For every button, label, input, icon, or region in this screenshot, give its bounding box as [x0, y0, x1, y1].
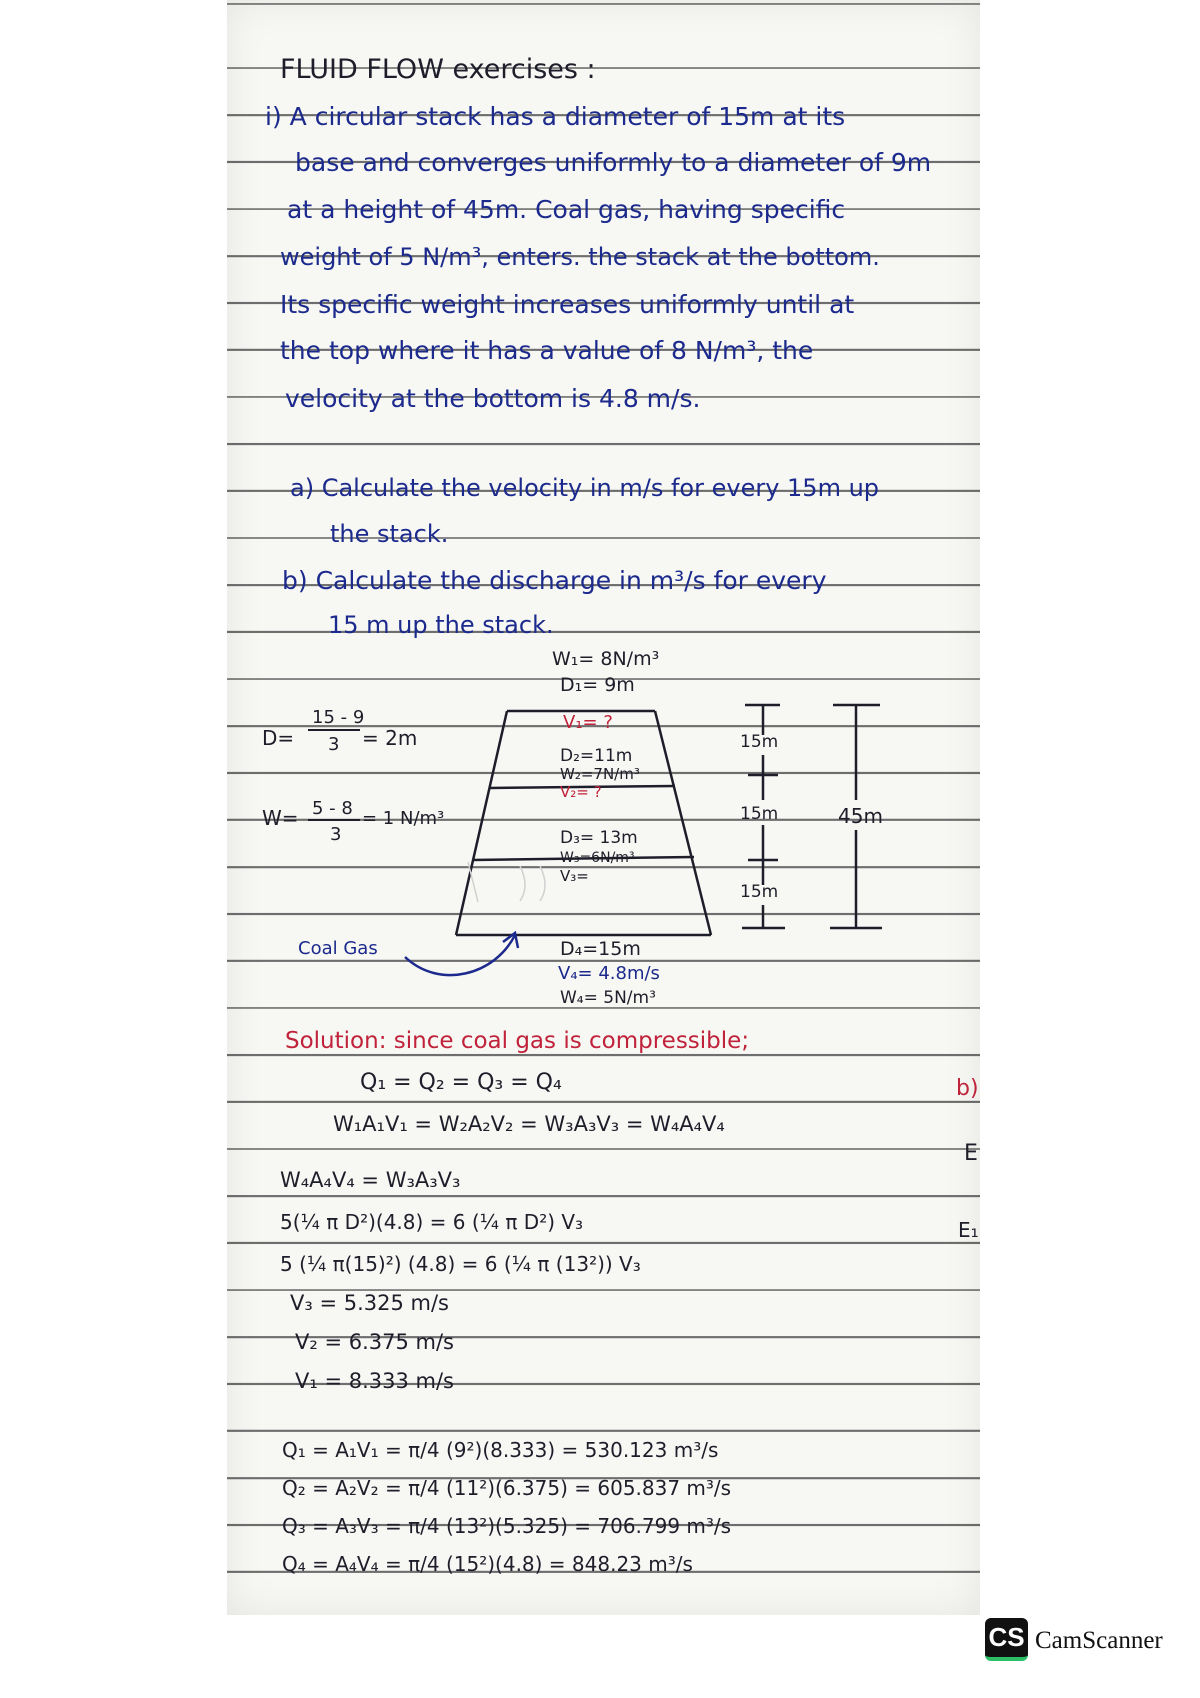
solution-step: W₄A₄V₄ = W₃A₃V₃: [280, 1168, 461, 1192]
sec2-diameter-label: D₂=11m: [560, 746, 633, 766]
bleed-through: [468, 862, 545, 902]
mass-flow-equality: W₁A₁V₁ = W₂A₂V₂ = W₃A₃V₃ = W₄A₄V₄: [333, 1112, 725, 1136]
margin-mark: E₁: [958, 1218, 979, 1242]
solution-step: V₂ = 6.375 m/s: [295, 1330, 454, 1354]
discharge-equality: Q₁ = Q₂ = Q₃ = Q₄: [360, 1070, 562, 1095]
top-diameter-label: D₁= 9m: [560, 674, 635, 696]
bottom-weight-label: W₄= 5N/m³: [560, 988, 656, 1008]
calc-d-denominator: 3: [328, 734, 340, 755]
camscanner-logo: CS: [985, 1618, 1028, 1661]
discharge-line: Q₂ = A₂V₂ = π/4 (11²)(6.375) = 605.837 m³/s: [282, 1476, 732, 1500]
bottom-velocity-label: V₄= 4.8m/s: [558, 963, 660, 984]
discharge-line: Q₄ = A₄V₄ = π/4 (15²)(4.8) = 848.23 m³/s: [282, 1552, 693, 1576]
camscanner-name: CamScanner: [1035, 1627, 1163, 1654]
stack-right-edge: [655, 711, 711, 935]
problem-line: i) A circular stack has a diameter of 15m at its: [265, 102, 846, 131]
problem-line: base and converges uniformly to a diameter of 9m: [295, 148, 932, 177]
page-title: FLUID FLOW exercises :: [280, 54, 596, 85]
margin-mark: E: [964, 1141, 978, 1166]
calc-w-lhs: W=: [262, 806, 299, 830]
question-b: b) Calculate the discharge in m³/s for every: [282, 566, 827, 595]
calc-d-numerator: 15 - 9: [312, 707, 365, 728]
problem-line: velocity at the bottom is 4.8 m/s.: [285, 384, 701, 413]
bottom-diameter-label: D₄=15m: [560, 938, 641, 960]
segment-label-3: 15m: [740, 882, 779, 902]
calc-w-result: = 1 N/m³: [362, 808, 445, 829]
top-weight-label: W₁= 8N/m³: [552, 648, 660, 670]
calc-d-lhs: D=: [262, 726, 295, 750]
solution-step: 5 (¼ π(15)²) (4.8) = 6 (¼ π (13²)) V₃: [280, 1252, 641, 1276]
solution-step: V₃ = 5.325 m/s: [290, 1291, 449, 1315]
calc-d-result: = 2m: [362, 726, 418, 750]
sec3-weight-label: W₃=6N/m³: [560, 850, 635, 866]
sec2-weight-label: W₂=7N/m³: [560, 765, 640, 783]
solution-step: V₁ = 8.333 m/s: [295, 1369, 454, 1393]
discharge-line: Q₁ = A₁V₁ = π/4 (9²)(8.333) = 530.123 m³/s: [282, 1438, 719, 1462]
total-height-label: 45m: [838, 804, 883, 828]
stack-left-edge: [456, 711, 507, 935]
problem-line: weight of 5 N/m³, enters. the stack at the bottom.: [280, 243, 880, 271]
segment-label-1: 15m: [740, 732, 779, 752]
solution-header: Solution: since coal gas is compressible;: [285, 1028, 750, 1054]
margin-mark: b): [956, 1076, 979, 1101]
segment-label-2: 15m: [740, 804, 779, 824]
question-a: a) Calculate the velocity in m/s for every 15m up: [290, 474, 880, 502]
calc-w-numerator: 5 - 8: [312, 798, 353, 819]
solution-step: 5(¼ π D²)(4.8) = 6 (¼ π D²) V₃: [280, 1210, 584, 1234]
coal-gas-label: Coal Gas: [298, 938, 378, 959]
problem-line: the top where it has a value of 8 N/m³, the: [280, 336, 814, 365]
calc-w-denominator: 3: [330, 824, 342, 845]
problem-line: at a height of 45m. Coal gas, having specific: [287, 195, 846, 224]
question-b-cont: 15 m up the stack.: [328, 611, 554, 639]
problem-line: Its specific weight increases uniformly until at: [280, 290, 855, 319]
coal-gas-arrow: [405, 935, 515, 975]
question-a-cont: the stack.: [330, 520, 449, 548]
discharge-line: Q₃ = A₃V₃ = π/4 (13²)(5.325) = 706.799 m³/s: [282, 1514, 732, 1538]
top-velocity-label: V₁= ?: [563, 712, 613, 733]
sec2-velocity-label: V₂= ?: [560, 783, 602, 801]
sec3-velocity-label: V₃=: [560, 867, 589, 885]
sec3-diameter-label: D₃= 13m: [560, 828, 638, 848]
